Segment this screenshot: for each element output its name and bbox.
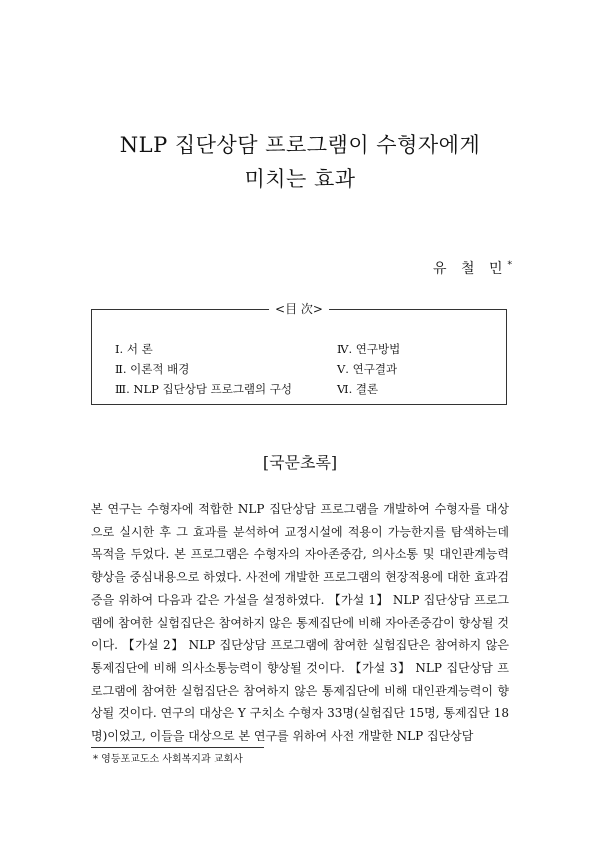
toc-right-column <box>337 339 400 399</box>
page-title <box>0 128 600 196</box>
abstract-body: 본 연구는 수형자에 적합한 NLP 집단상담 프로그램을 개발하여 수형자를 대상으로 실시한 후 그 효과를 분석하여 교정시설에 적용이 가능한지를 탐색하는데 목적을 두었다. 본 프로그램은 수형자의 자아존중감, 의사소통 및 대인관계능력향상을 중심내용으로 하였다. 사전에 개발한 프로그램의 현장적용에 대한 효과검증을 위하여 다음과 같은 가설을 설정하였다. 【가설 1】 NLP 집단상담 프로그램에 참여한 실험집단은 참여하지 않은 통제집단에 비해 자아존중감이 향상될 것이다. 【가설 2】 NLP 집단상담 프로그램에 참여한 실험집단은 참여하지 않은 통제집단에 비해 의사소통능력이 향상될 것이다. 【가설 3】 NLP 집단상담 프로그램에 참여한 실험집단은 참여하지 않은 통제집단에 비해 대인관계능력이 향상될 것이다. 연구의 대상은 Y 구치소 수형자 33명(실험집단 15명, 통제집단 18명)이었고, 이들을 대상으로 본 연구를 위하여 사전 개발한 NLP 집단상담 <box>91 502 510 744</box>
toc-item-1: Ⅰ. 서 론 <box>115 342 153 356</box>
toc-item-4: Ⅳ. 연구방법 <box>337 342 401 356</box>
toc-item-2: Ⅱ. 이론적 배경 <box>115 362 190 376</box>
footnote: * 영등포교도소 사회복지과 교회사 <box>93 754 243 765</box>
author-footnote-mark: * <box>507 260 512 271</box>
author-name: 유 철 민 <box>433 261 508 277</box>
title-line-2: 미치는 효과 <box>244 167 356 191</box>
abstract-heading: [국문초록] <box>262 453 338 472</box>
toc-item-5: Ⅴ. 연구결과 <box>337 362 398 376</box>
toc-left-column <box>115 339 292 399</box>
toc-item-3: Ⅲ. NLP 집단상담 프로그램의 구성 <box>115 382 293 396</box>
footnote-divider <box>91 747 264 748</box>
toc-heading: <目 次> <box>269 301 329 317</box>
table-of-contents <box>91 302 507 405</box>
title-line-1: NLP 집단상담 프로그램이 수형자에게 <box>119 133 481 157</box>
toc-item-6: Ⅵ. 결론 <box>337 382 379 396</box>
author <box>433 258 512 278</box>
